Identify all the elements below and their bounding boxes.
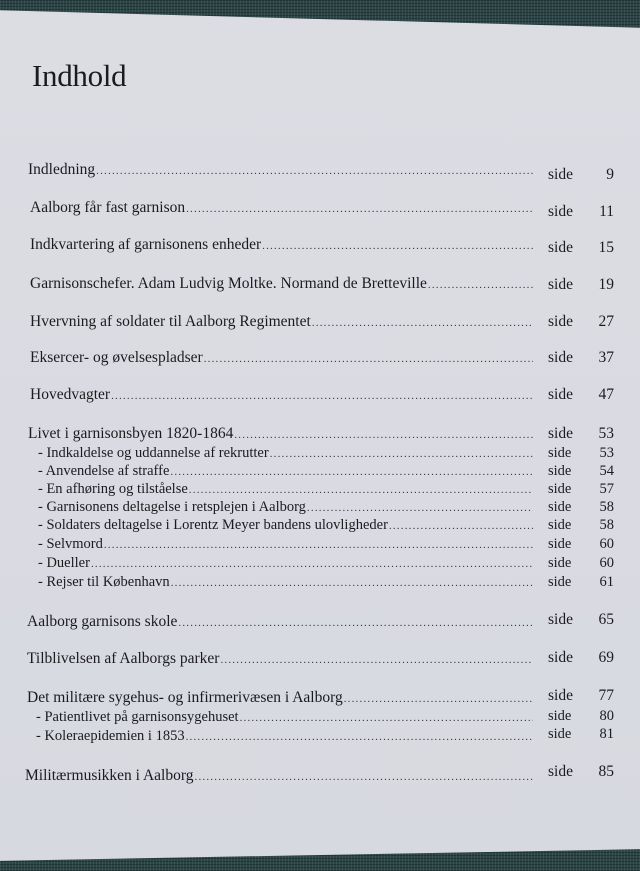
toc-subentry bbox=[0, 553, 640, 573]
toc-entry-title: - Anvendelse af straffe bbox=[38, 463, 170, 479]
page-number: 61 bbox=[599, 574, 614, 590]
side-label: side bbox=[548, 763, 573, 780]
page-number: 19 bbox=[598, 276, 614, 293]
leader-dots bbox=[186, 199, 533, 219]
leader-dots bbox=[96, 161, 533, 181]
side-label: side bbox=[548, 166, 573, 183]
toc-subentry bbox=[0, 534, 640, 554]
page-number: 85 bbox=[598, 763, 614, 780]
page-number: 77 bbox=[598, 687, 614, 704]
toc-entry-title: Det militære sygehus- og infirmerivæsen i Aalborg bbox=[27, 689, 343, 706]
side-label: side bbox=[548, 239, 573, 256]
side-label: side bbox=[548, 499, 572, 515]
toc-entry-title: Aalborg garnisons skole bbox=[27, 613, 178, 630]
leader-dots bbox=[186, 727, 533, 747]
toc-entry-title: - Indkaldelse og uddannelse af rekrutter bbox=[38, 445, 269, 461]
toc-entry bbox=[0, 160, 640, 183]
page-number: 57 bbox=[599, 481, 614, 497]
leader-dots bbox=[171, 573, 533, 593]
leader-dots bbox=[104, 535, 533, 555]
toc-entry bbox=[0, 235, 640, 255]
toc-entry bbox=[0, 424, 640, 444]
toc-entry-title: Hvervning af soldater til Aalborg Regimentet bbox=[30, 313, 311, 330]
toc-subentry bbox=[0, 479, 640, 499]
side-label: side bbox=[548, 574, 572, 590]
page-number: 58 bbox=[599, 499, 614, 515]
page-number: 60 bbox=[599, 555, 614, 571]
side-label: side bbox=[548, 481, 572, 497]
side-label: side bbox=[548, 517, 572, 533]
page-number: 53 bbox=[598, 425, 614, 442]
leader-dots bbox=[220, 650, 533, 670]
toc-subentry bbox=[0, 572, 640, 592]
page-number: 65 bbox=[598, 611, 614, 628]
toc-entry-title: Aalborg får fast garnison bbox=[30, 199, 186, 216]
toc-entry-title: - Selvmord bbox=[38, 536, 103, 552]
leader-dots bbox=[234, 425, 533, 445]
page-number: 58 bbox=[599, 517, 614, 533]
side-label: side bbox=[548, 349, 573, 366]
leader-dots bbox=[344, 689, 533, 709]
toc-entry-title: Tilblivelsen af Aalborgs parker bbox=[27, 650, 220, 667]
toc-entry-title: - Koleraepidemien i 1853 bbox=[36, 728, 185, 744]
toc-entry-title: Indledning bbox=[28, 161, 96, 178]
toc-subentry bbox=[0, 515, 640, 535]
page-number: 47 bbox=[598, 386, 614, 403]
page-number: 37 bbox=[598, 349, 614, 366]
leader-dots bbox=[195, 767, 534, 787]
toc-entry bbox=[0, 763, 640, 786]
side-label: side bbox=[548, 276, 573, 293]
side-label: side bbox=[548, 463, 572, 479]
toc-entry-title: Eksercer- og øvelsespladser bbox=[30, 349, 203, 366]
side-label: side bbox=[548, 386, 573, 403]
page-number: 54 bbox=[599, 463, 614, 479]
side-label: side bbox=[548, 611, 573, 628]
toc-subentry bbox=[0, 497, 640, 517]
page-number: 69 bbox=[598, 649, 614, 666]
toc-subentry bbox=[0, 461, 640, 481]
toc-subentry bbox=[0, 443, 640, 463]
leader-dots bbox=[389, 516, 533, 536]
toc-entry bbox=[0, 612, 640, 632]
toc-entry bbox=[0, 688, 640, 708]
toc-entry-title: Hovedvagter bbox=[30, 386, 111, 403]
toc-entry-title: - Rejser til København bbox=[38, 574, 170, 590]
toc-entry bbox=[0, 348, 640, 368]
toc-entry bbox=[0, 649, 640, 669]
leader-dots bbox=[91, 554, 533, 574]
side-label: side bbox=[548, 445, 572, 461]
toc-entry-title: - En afhøring og tilståelse bbox=[38, 481, 188, 497]
toc-entry bbox=[0, 312, 640, 332]
page-number: 60 bbox=[599, 536, 614, 552]
page-number: 9 bbox=[606, 166, 614, 183]
page-number: 15 bbox=[598, 239, 614, 256]
toc-entry bbox=[0, 385, 640, 405]
leader-dots bbox=[262, 236, 533, 256]
toc-entry-title: Garnisonschefer. Adam Ludvig Moltke. Normand de Bretteville bbox=[30, 275, 427, 292]
leader-dots bbox=[111, 386, 533, 406]
page-title: Indhold bbox=[32, 58, 127, 93]
toc-entry-title: Livet i garnisonsbyen 1820-1864 bbox=[28, 425, 234, 442]
leader-dots bbox=[240, 708, 533, 728]
toc-entry bbox=[0, 274, 640, 294]
toc-entry bbox=[0, 198, 640, 218]
toc-entry-title: - Garnisonens deltagelse i retsplejen i Aalborg bbox=[38, 499, 306, 515]
page-number: 80 bbox=[599, 708, 614, 724]
side-label: side bbox=[548, 687, 573, 704]
toc-entry-title: - Soldaters deltagelse i Lorentz Meyer bandens ulovligheder bbox=[38, 517, 388, 533]
leader-dots bbox=[178, 613, 533, 633]
side-label: side bbox=[548, 708, 572, 724]
page-number: 11 bbox=[599, 203, 614, 220]
toc-entry-title: - Dueller bbox=[38, 555, 90, 571]
toc-subentry bbox=[0, 707, 640, 727]
leader-dots bbox=[428, 275, 533, 295]
toc-entry-title: Indkvartering af garnisonens enheder bbox=[30, 236, 262, 253]
page-number: 27 bbox=[598, 313, 614, 330]
side-label: side bbox=[548, 649, 573, 666]
leader-dots bbox=[312, 313, 533, 333]
toc-entry-title: Militærmusikken i Aalborg bbox=[25, 767, 194, 784]
side-label: side bbox=[548, 726, 572, 742]
side-label: side bbox=[548, 425, 573, 442]
page-number: 53 bbox=[599, 445, 614, 461]
side-label: side bbox=[548, 555, 572, 571]
toc-subentry bbox=[0, 726, 640, 746]
toc-entry-title: - Patientlivet på garnisonsygehuset bbox=[36, 709, 239, 725]
page-number: 81 bbox=[599, 726, 614, 742]
side-label: side bbox=[548, 203, 573, 220]
side-label: side bbox=[548, 536, 572, 552]
leader-dots bbox=[204, 349, 533, 369]
side-label: side bbox=[548, 313, 573, 330]
